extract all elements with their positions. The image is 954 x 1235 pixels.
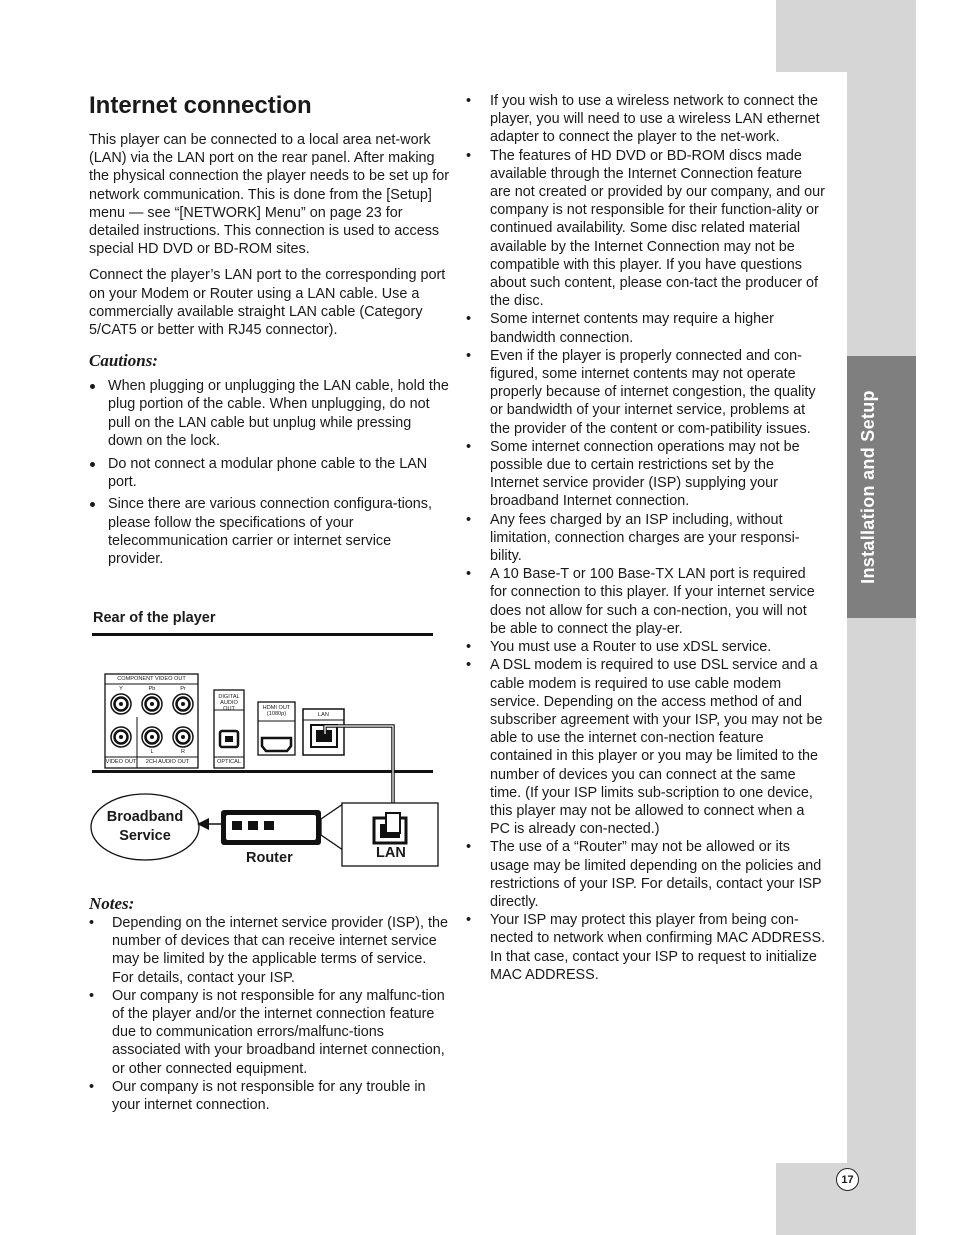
note-item: • Our company is not responsible for any trouble in your internet connection. <box>89 1078 449 1114</box>
margin-block-top <box>776 0 916 72</box>
jack-pb <box>142 694 162 714</box>
router-label: Router <box>246 850 293 866</box>
pb-label: Pb <box>148 686 156 692</box>
broadband-service-label: Broadband Service <box>106 809 184 844</box>
rear-panel-rule-top <box>92 633 433 636</box>
jack-video <box>111 727 131 747</box>
caution-item: Do not connect a modular phone cable to the LAN port. <box>89 455 449 491</box>
list-item: • If you wish to use a wireless network to connect the player, you will need to use a wireless LAN ethernet adapter to connect the player to the net-work. <box>466 92 826 147</box>
list-item: • Any fees charged by an ISP including, without limitation, connection charges are your responsi-bility. <box>466 511 826 566</box>
connection-diagram <box>89 608 449 878</box>
note-item: • Our company is not responsible for any malfunc-tion of the player and/or the internet connection feature due to communication errors/malfunc-tions associated with your broadband internet connection, or other connected equipment. <box>89 987 449 1078</box>
rear-panel-rule-bottom <box>92 770 433 773</box>
section-tab-label: Installation and Setup <box>858 390 878 584</box>
digital-audio-out-label: DIGITAL AUDIO OUT <box>218 694 240 712</box>
cautions-list <box>89 377 449 568</box>
audio-out-label: 2CH AUDIO OUT <box>145 759 190 765</box>
list-item: • Some internet connection operations may not be possible due to certain restrictions set by the Internet service provider (ISP) supplying your broadband Internet connection. <box>466 438 826 511</box>
notes-list <box>89 914 449 1114</box>
lan-port-label: LAN <box>318 712 329 718</box>
list-item: • The use of a “Router” may not be allowed or its usage may be limited depending on the policies and restrictions of your ISP. For details, contact your ISP directly. <box>466 838 826 911</box>
page-title: Internet connection <box>89 92 312 119</box>
optical-label: OPTICAL <box>217 759 241 765</box>
list-item: • A 10 Base-T or 100 Base-TX LAN port is required for connection to this player. If your internet service does not allow for such a con-nection, you will not be able to connect the play-er. <box>466 565 826 638</box>
list-item: • The features of HD DVD or BD-ROM discs made available through the Internet Connection feature are not created or provided by our company, and our company is not responsible for their function-ality or continued availability. Some disc related material available by the Internet Connection may not be compatible with this player. If you have questions about such content, please con-tact the producer of the disc. <box>466 147 826 311</box>
list-item: • Even if the player is properly connected and con-figured, some internet contents may not operate properly because of internet congestion, the quality or bandwidth of your internet service, problems at the provider of the content or com-patibility issues. <box>466 347 826 438</box>
jack-audio-r <box>173 727 193 747</box>
note-item: • Depending on the internet service provider (ISP), the number of devices that can receive internet service may be limited by the applicable terms of service. For details, contact your ISP. <box>89 914 449 987</box>
cautions-heading: Cautions: <box>89 351 158 371</box>
rear-of-player-label: Rear of the player <box>93 610 216 626</box>
pr-label: Pr <box>180 686 186 692</box>
hdmi-port <box>262 738 291 751</box>
notes-heading: Notes: <box>89 894 135 913</box>
hdmi-out-label: HDMI OUT (1080p) <box>262 705 291 717</box>
video-out-label: VIDEO OUT <box>105 759 137 765</box>
list-item: • Your ISP may protect this player from being con-nected to network when confirming MAC ADDRESS. In that case, contact your ISP to request to initialize MAC ADDRESS. <box>466 911 826 984</box>
page-number: 17 <box>836 1168 859 1191</box>
y-label: Y <box>119 686 123 692</box>
r-label: R <box>180 749 186 755</box>
list-item: • You must use a Router to use xDSL service. <box>466 638 826 656</box>
right-column-list <box>466 92 826 984</box>
jack-audio-l <box>142 727 162 747</box>
left-column <box>89 92 449 573</box>
caution-item: Since there are various connection configura-tions, please follow the specifications of your telecommunication carrier or internet service provider. <box>89 495 449 568</box>
l-label: L <box>150 749 154 755</box>
intro-paragraph-2: Connect the player’s LAN port to the corresponding port on your Modem or Router using a LAN cable. Use a commercially available straight LAN cable (Category 5/CAT5 or better with RJ45 connector). <box>89 267 446 339</box>
list-item: • Some internet contents may require a higher bandwidth connection. <box>466 310 826 346</box>
jack-pr <box>173 694 193 714</box>
component-video-out-label: COMPONENT VIDEO OUT <box>117 676 186 682</box>
jack-y <box>111 694 131 714</box>
caution-item: When plugging or unplugging the LAN cable, hold the plug portion of the cable. When unplugging, do not pull on the LAN cable but unplug while pressing down on the lock. <box>89 377 449 450</box>
lan-plug <box>386 813 400 833</box>
intro-paragraph-1: This player can be connected to a local area net-work (LAN) via the LAN port on the rear panel. After making the physical connection the player needs to be set up for network communication. This is done from the [Setup] menu — see “[NETWORK] Menu” on page 23 for detailed instructions. This connection is used to access special HD DVD or BD-ROM sites. <box>89 132 449 258</box>
lan-label: LAN <box>376 845 406 861</box>
list-item: • A DSL modem is required to use DSL service and a cable modem is required to use cable modem service. Depending on the access method of and subscriber agreement with your ISP, you may not be able to use the internet con-nection feature contained in this player or you may be limited to the number of devices you can connect at the same time. (If your ISP limits sub-scription to one device, this player may not be allowed to connect when a PC is already con-nected.) <box>466 656 826 838</box>
